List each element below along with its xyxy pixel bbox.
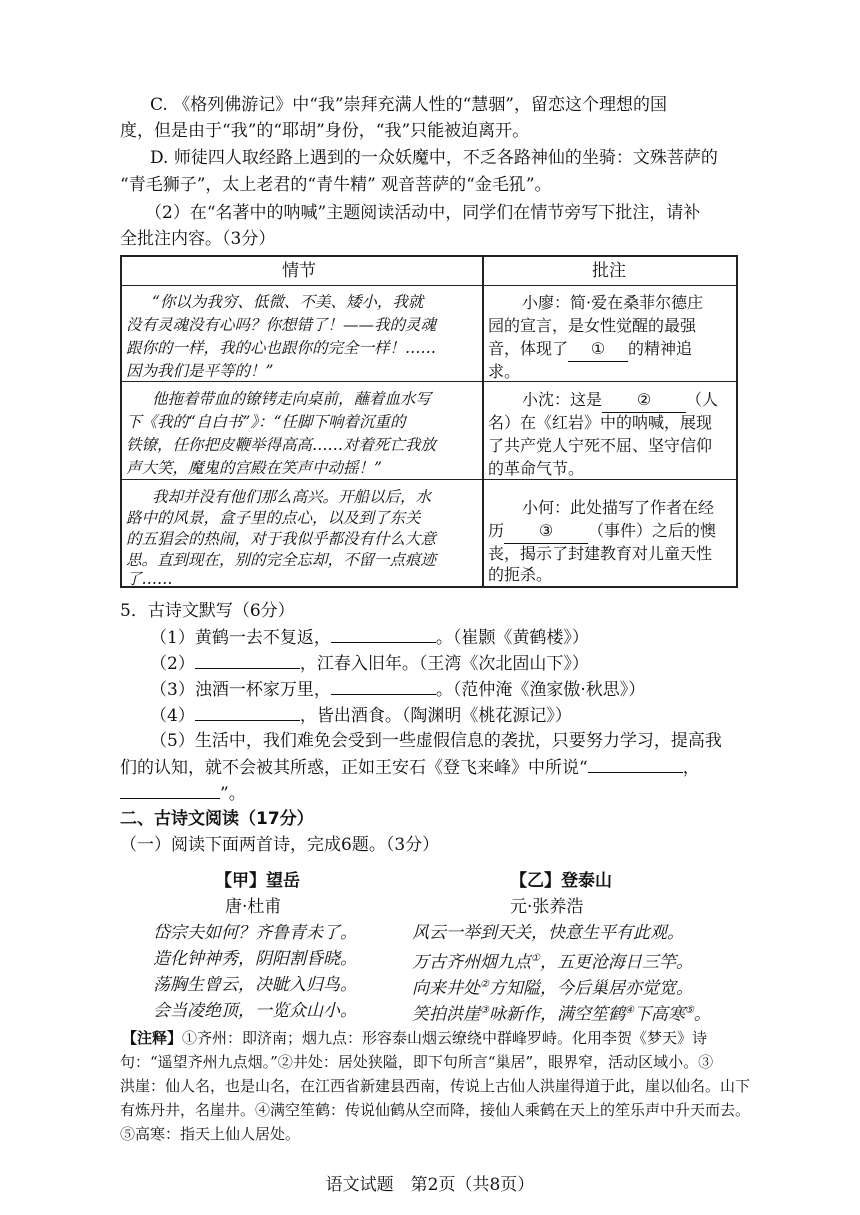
annotation-table — [120, 255, 738, 588]
row2-note-line: 了共产党人宁死不屈、坚守信仰 — [488, 436, 713, 455]
row2-plot-line: 下《我的“自白书”》：“任脚下响着沉重的 — [126, 413, 406, 431]
row3-plot-line: 的五猖会的热闹，对于我似乎都没有什么大意 — [126, 530, 437, 548]
table-rule — [122, 285, 736, 286]
row3-plot-line: 我却并没有他们那么高兴。开船以后，水 — [152, 488, 432, 506]
q5-item-3: （3）浊酒一杯家万里， 。（范仲淹《渔家傲·秋思》） — [150, 676, 790, 703]
answer-blank-2[interactable]: ② — [602, 387, 686, 413]
row2-plot-line: 他拖着带血的镣铐走向桌前，蘸着血水写 — [152, 390, 432, 408]
poem-b-line: 向来井处②方知隘，今后巢居亦觉宽。 — [412, 978, 693, 999]
q5-item-2: （2） ，江春入旧年。（王湾《次北固山下》） — [150, 650, 790, 677]
row2-plot-line: 铁镣，任你把皮鞭举得高高……对着死亡我放 — [126, 436, 437, 454]
row2-note-line: 小沈：这是 ② （人 — [522, 387, 718, 413]
row1-note-line: 园的宣言，是女性觉醒的最强 — [488, 316, 697, 335]
notes-line: 句：“遥望齐州九点烟。”②井处：居处狭隘，即下句所言“巢居”，眼界窄，活动区域小。③ — [120, 1053, 714, 1071]
row3-note-line: 小何：此处描写了作者在经 — [522, 498, 715, 517]
row1-note-line: 小廖：简·爱在桑菲尔德庄 — [522, 293, 704, 312]
row3-note-line: 历 ③ （事件）之后的懊 — [488, 518, 716, 544]
poem-b-line: 风云一举到天关，快意生平有此观。 — [412, 923, 684, 943]
section-title: 二、古诗文阅读（17分） — [120, 809, 314, 829]
q5-item-5-line2: 们的认知，就不会被其所惑，正如王安石《登飞来峰》中所说“ ， — [120, 754, 760, 781]
row1-plot-line: 没有灵魂没有心吗？你想错了！——我的灵魂 — [126, 316, 437, 334]
fill-blank[interactable] — [331, 624, 436, 643]
poem-a-line: 会当凌绝顶，一览众山小。 — [153, 1001, 357, 1021]
row1-note-line: 音，体现了 ① 的精神追 — [488, 336, 692, 362]
row1-plot-line: 跟你的一样，我的心也跟你的完全一样！…… — [126, 339, 437, 357]
table-divider — [482, 257, 484, 586]
poem-b-author: 元·张养浩 — [510, 897, 584, 917]
q5-item-4: （4） ，皆出酒食。（陶渊明《桃花源记》） — [150, 702, 790, 729]
row2-note-line: 名）在《红岩》中的呐喊，展现 — [488, 413, 713, 432]
row2-plot-line: 声大笑，魔鬼的宫殿在笑声中动摇！” — [126, 459, 382, 477]
row3-note-line: 丧，揭示了封建教育对儿童天性 — [488, 544, 713, 563]
row1-plot-line: “你以为我穷、低微、不美、矮小，我就 — [152, 293, 424, 311]
fill-blank[interactable] — [195, 650, 300, 669]
row1-plot-line: 因为我们是平等的！” — [126, 362, 274, 380]
poem-a-title: 【甲】望岳 — [215, 871, 300, 891]
q5-item-1: （1）黄鹤一去不复返， 。（崔颢《黄鹤楼》） — [150, 624, 790, 651]
row3-plot-line: 思。直到现在，别的完全忘却，不留一点痕迹 — [126, 551, 437, 569]
poem-b-title: 【乙】登泰山 — [510, 871, 612, 891]
fill-blank[interactable] — [195, 702, 300, 721]
poem-b-line: 万古齐州烟九点①，五更沧海日三竿。 — [412, 952, 693, 973]
fill-blank[interactable] — [588, 754, 683, 773]
poem-a-line: 荡胸生曾云，决眦入归鸟。 — [153, 975, 357, 995]
answer-blank-1[interactable]: ① — [568, 336, 628, 362]
option-d-line1: D. 师徒四人取经路上遇到的一众妖魔中，不乏各路神仙的坐骑：文殊菩萨的 — [150, 148, 718, 168]
poem-a-author: 唐·杜甫 — [225, 897, 282, 917]
section-subtitle: （一）阅读下面两首诗，完成6题。（3分） — [120, 835, 440, 855]
option-d-line2: “青毛狮子”，太上老君的“青牛精” 观音菩萨的“金毛犼”。 — [120, 175, 552, 195]
q5-item-5-line3: ”。 — [120, 780, 760, 807]
row3-plot-line: 了…… — [126, 570, 173, 588]
option-c-line1: C. 《格列佛游记》中“我”崇拜充满人性的“慧骃”，留恋这个理想的国 — [150, 95, 667, 115]
q2-line1: （2）在“名著中的呐喊”主题阅读活动中，同学们在情节旁写下批注，请补 — [145, 203, 701, 223]
fill-blank[interactable] — [331, 676, 436, 695]
table-header-plot: 情节 — [282, 261, 316, 281]
notes-line: ⑤高寒：指天上仙人居处。 — [120, 1125, 301, 1143]
row3-note-line: 的扼杀。 — [488, 565, 553, 584]
notes-line: 有炼丹井，名崖井。④满空笙鹤：传说仙鹤从空而降，接仙人乘鹤在天上的笙乐声中升天而去。 — [120, 1101, 751, 1119]
notes-line: 洪崖：仙人名，也是山名，在江西省新建县西南，传说上古仙人洪崖得道于此，崖以仙名。山下 — [120, 1077, 751, 1095]
row1-note-line: 求。 — [488, 362, 521, 381]
q2-line2: 全批注内容。（3分） — [120, 229, 276, 249]
option-c-line2: 度，但是由于“我”的“耶胡”身份，“我”只能被迫离开。 — [120, 121, 530, 141]
row3-plot-line: 路中的风景，盒子里的点心，以及到了东关 — [126, 509, 421, 527]
poem-a-line: 岱宗夫如何？齐鲁青未了。 — [153, 923, 357, 943]
fill-blank[interactable] — [120, 780, 220, 799]
row2-note-line: 的革命气节。 — [488, 459, 585, 478]
table-header-note: 批注 — [592, 261, 626, 281]
notes-line: 【注释】①齐州：即济南；烟九点：形容泰山烟云缭绕中群峰罗峙。化用李贺《梦天》诗 — [122, 1029, 708, 1047]
poem-a-line: 造化钟神秀，阴阳割昏晓。 — [153, 949, 357, 969]
poem-b-line: 笑拍洪崖③咏新作，满空笙鹤④下高寒⑤。 — [412, 1004, 711, 1025]
answer-blank-3[interactable]: ③ — [504, 518, 588, 544]
q5-item-5-line1: （5）生活中，我们难免会受到一些虚假信息的袭扰，只要努力学习，提高我 — [150, 731, 722, 751]
q5-title: 5．古诗文默写（6分） — [120, 601, 295, 621]
page-footer: 语文试题 第2页（共8页） — [325, 1175, 535, 1195]
